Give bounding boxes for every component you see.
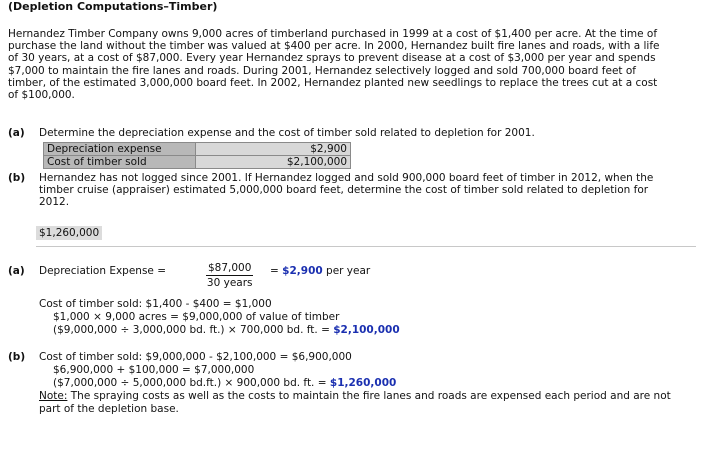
intro-line: Hernandez Timber Company owns 9,000 acres of timberland purchased in 1999 at a cost of $1,400 per acre. At the time of <box>8 28 658 40</box>
depreciation-result: $2,900 <box>282 265 323 277</box>
equals-sign: = <box>270 265 279 277</box>
problem-intro <box>8 28 714 101</box>
fraction-denominator: 30 years <box>206 277 253 289</box>
part-b-question-line: Hernandez has not logged since 2001. If Hernandez logged and sold 900,000 board feet of timber in 2012, when the <box>39 172 654 184</box>
solution-a-line: Cost of timber sold: $1,400 - $400 = $1,000 <box>39 298 272 310</box>
solution-a-marker: (a) <box>8 265 25 277</box>
cost-of-timber-result: $2,100,000 <box>333 324 400 336</box>
solution-b-line: Cost of timber sold: $9,000,000 - $2,100,000 = $6,900,000 <box>39 351 352 363</box>
intro-line: $7,000 to maintain the fire lanes and roads. During 2001, Hernandez selectively logged and sold 700,000 board feet of <box>8 64 636 77</box>
section-divider <box>36 246 696 247</box>
table-row <box>44 156 351 169</box>
depreciation-fraction <box>206 262 253 289</box>
part-b-question-line: 2012. <box>39 196 70 209</box>
solution-a-line: ($9,000,000 ÷ 3,000,000 bd. ft.) × 700,000 bd. ft. = <box>53 324 330 336</box>
note-text: The spraying costs as well as the costs to maintain the fire lanes and roads are expensed each period and are not <box>70 390 671 402</box>
table-row <box>44 143 351 156</box>
per-year-suffix: per year <box>326 265 371 277</box>
cost-of-timber-2012-result: $1,260,000 <box>329 377 397 389</box>
part-a-answer-table <box>43 142 351 169</box>
note-label: Note: <box>39 390 68 402</box>
intro-line: purchase the land without the timber was valued at $400 per acre. In 2000, Hernandez built fire lanes and roads, with a life <box>8 40 660 53</box>
depreciation-expense-label: Depreciation Expense = <box>39 265 167 277</box>
cost-of-timber-label: Cost of timber sold <box>44 156 196 169</box>
cost-of-timber-value-field[interactable]: $2,100,000 <box>196 156 351 169</box>
solution-a-line: $1,000 × 9,000 acres = $9,000,000 of value of timber <box>53 311 340 323</box>
solution-b-marker: (b) <box>8 351 26 363</box>
part-b-answer-field[interactable]: $1,260,000 <box>36 226 102 240</box>
depreciation-value-field[interactable]: $2,900 <box>196 143 351 156</box>
intro-line: of $100,000. <box>8 89 75 102</box>
intro-line: of 30 years, at a cost of $87,000. Every year Hernandez sprays to prevent disease at a cost of $3,000 per year and spends <box>8 52 656 65</box>
solution-b-line: ($7,000,000 ÷ 5,000,000 bd.ft.) × 900,000 bd. ft. = <box>53 377 327 389</box>
solution-b-line: $6,900,000 + $100,000 = $7,000,000 <box>53 364 255 376</box>
note-text-continued: part of the depletion base. <box>39 403 179 415</box>
part-b-question-line: timber cruise (appraiser) estimated 5,000,000 board feet, determine the cost of timber sold related to depletion for <box>39 184 649 197</box>
part-a-marker: (a) <box>8 127 25 139</box>
part-a-question: Determine the depreciation expense and the cost of timber sold related to depletion for 2001. <box>39 127 535 139</box>
problem-title: (Depletion Computations–Timber) <box>8 0 218 13</box>
intro-line: timber, of the estimated 3,000,000 board feet. In 2002, Hernandez planted new seedlings to replace the trees cut at a cost <box>8 76 658 89</box>
part-b-marker: (b) <box>8 172 26 184</box>
fraction-numerator: $87,000 <box>208 262 252 274</box>
depreciation-label: Depreciation expense <box>44 143 196 156</box>
part-b-question <box>39 172 653 209</box>
